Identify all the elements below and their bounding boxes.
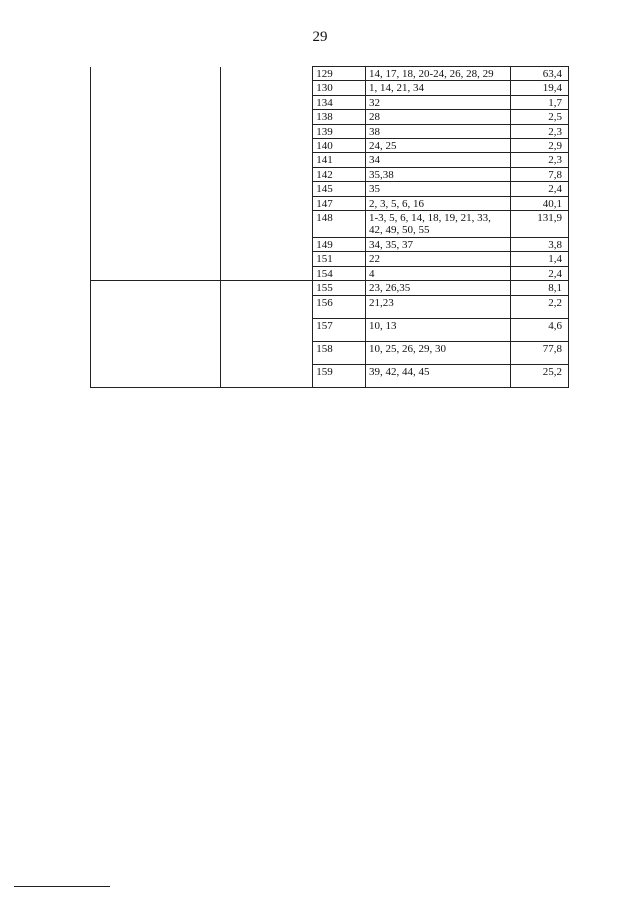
row-number-cell: 156 bbox=[313, 295, 366, 318]
plots-cell: 35,38 bbox=[366, 167, 511, 181]
table-group-1 bbox=[91, 67, 569, 281]
page-number: 29 bbox=[312, 29, 328, 45]
value-cell: 25,2 bbox=[511, 364, 569, 387]
value-cell: 63,4 bbox=[511, 67, 569, 81]
plots-cell: 24, 25 bbox=[366, 139, 511, 153]
group-2-col-1-cell bbox=[91, 281, 221, 387]
row-number-cell: 147 bbox=[313, 196, 366, 210]
plots-cell: 1, 14, 21, 34 bbox=[366, 81, 511, 95]
plots-cell: 39, 42, 44, 45 bbox=[366, 364, 511, 387]
value-cell: 1,7 bbox=[511, 95, 569, 109]
row-number-cell: 151 bbox=[313, 252, 366, 266]
group-1-col-2-cell bbox=[220, 67, 312, 281]
row-number-cell: 149 bbox=[313, 237, 366, 251]
row-number-cell: 159 bbox=[313, 364, 366, 387]
row-number-cell: 157 bbox=[313, 318, 366, 341]
row-number-cell: 142 bbox=[313, 167, 366, 181]
plots-cell: 38 bbox=[366, 124, 511, 138]
plots-cell: 14, 17, 18, 20-24, 26, 28, 29 bbox=[366, 67, 511, 81]
value-cell: 4,6 bbox=[511, 318, 569, 341]
row-number-cell: 155 bbox=[313, 281, 366, 295]
value-cell: 77,8 bbox=[511, 341, 569, 364]
plots-cell: 1-3, 5, 6, 14, 18, 19, 21, 33, 42, 49, 50, 55 bbox=[366, 211, 511, 238]
row-number-cell: 145 bbox=[313, 182, 366, 196]
row-number-cell: 158 bbox=[313, 341, 366, 364]
plots-cell: 22 bbox=[366, 252, 511, 266]
plots-cell: 35 bbox=[366, 182, 511, 196]
plots-cell: 34, 35, 37 bbox=[366, 237, 511, 251]
row-number-cell: 138 bbox=[313, 110, 366, 124]
plots-cell: 10, 25, 26, 29, 30 bbox=[366, 341, 511, 364]
plots-cell: 2, 3, 5, 6, 16 bbox=[366, 196, 511, 210]
footnote-separator bbox=[14, 886, 110, 887]
value-cell: 40,1 bbox=[511, 196, 569, 210]
value-cell: 131,9 bbox=[511, 211, 569, 238]
plots-cell: 4 bbox=[366, 266, 511, 280]
row-number-cell: 140 bbox=[313, 139, 366, 153]
row-number-cell: 139 bbox=[313, 124, 366, 138]
value-cell: 2,9 bbox=[511, 139, 569, 153]
plots-cell: 10, 13 bbox=[366, 318, 511, 341]
row-number-cell: 141 bbox=[313, 153, 366, 167]
row-number-cell: 134 bbox=[313, 95, 366, 109]
table-row bbox=[91, 281, 569, 295]
plots-cell: 34 bbox=[366, 153, 511, 167]
value-cell: 2,3 bbox=[511, 124, 569, 138]
value-cell: 8,1 bbox=[511, 281, 569, 295]
plots-cell: 21,23 bbox=[366, 295, 511, 318]
group-1-col-1-cell bbox=[91, 67, 221, 281]
group-2-col-2-cell bbox=[220, 281, 312, 387]
plots-cell: 23, 26,35 bbox=[366, 281, 511, 295]
row-number-cell: 154 bbox=[313, 266, 366, 280]
value-cell: 2,5 bbox=[511, 110, 569, 124]
value-cell: 2,4 bbox=[511, 266, 569, 280]
value-cell: 1,4 bbox=[511, 252, 569, 266]
value-cell: 2,2 bbox=[511, 295, 569, 318]
row-number-cell: 148 bbox=[313, 211, 366, 238]
row-number-cell: 130 bbox=[313, 81, 366, 95]
table-row bbox=[91, 67, 569, 81]
plots-table bbox=[90, 66, 569, 388]
value-cell: 2,3 bbox=[511, 153, 569, 167]
table-group-2 bbox=[91, 281, 569, 387]
value-cell: 3,8 bbox=[511, 237, 569, 251]
row-number-cell: 129 bbox=[313, 67, 366, 81]
plots-cell: 32 bbox=[366, 95, 511, 109]
value-cell: 7,8 bbox=[511, 167, 569, 181]
plots-cell: 28 bbox=[366, 110, 511, 124]
value-cell: 19,4 bbox=[511, 81, 569, 95]
value-cell: 2,4 bbox=[511, 182, 569, 196]
